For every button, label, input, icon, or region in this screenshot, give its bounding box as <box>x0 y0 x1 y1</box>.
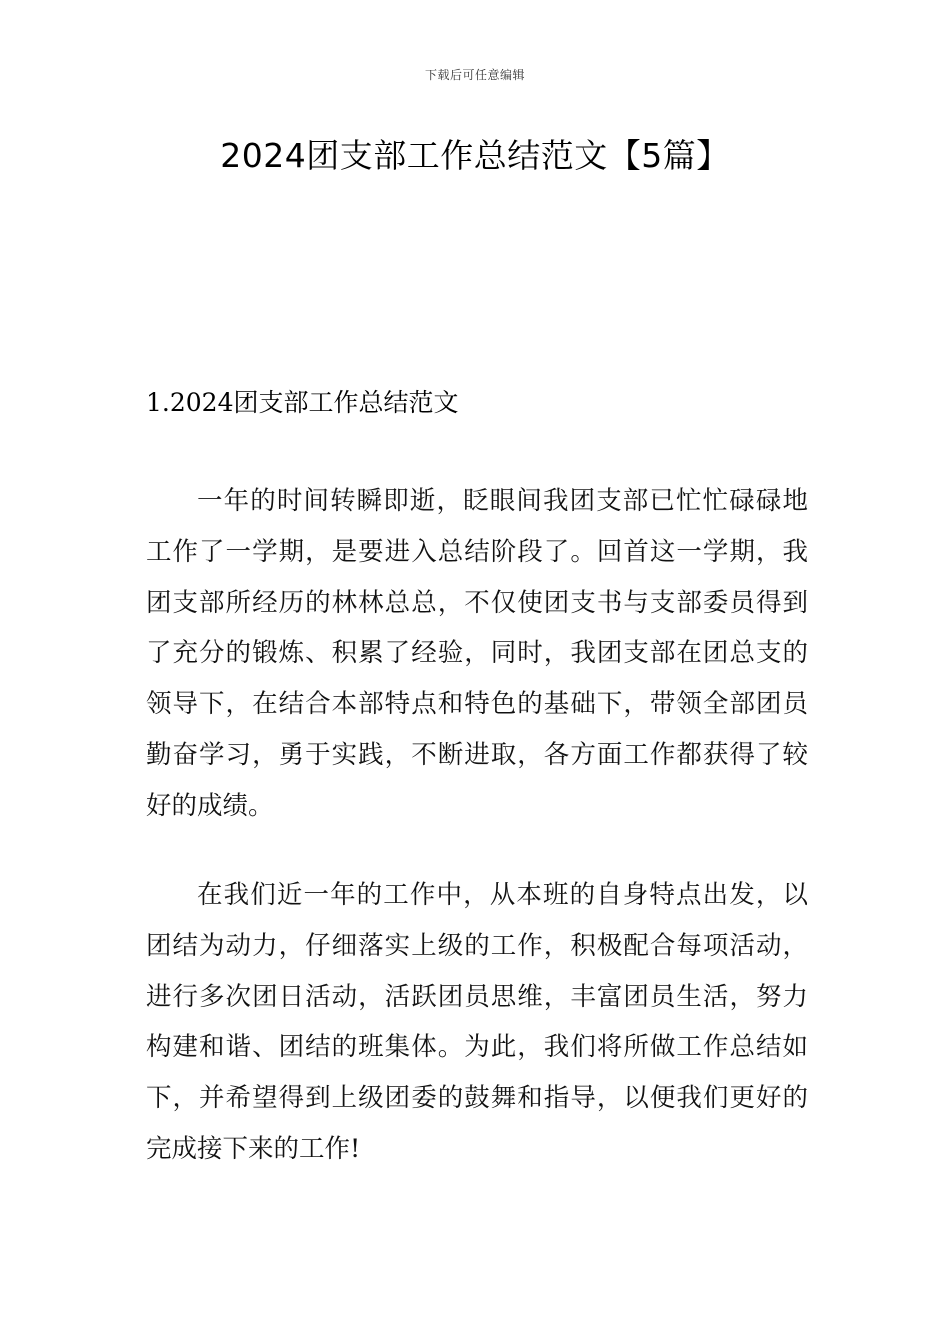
document-title: 2024团支部工作总结范文【5篇】 <box>220 136 730 175</box>
section-heading: 1.2024团支部工作总结范文 <box>146 388 459 417</box>
body-paragraph-2: 在我们近一年的工作中，从本班的自身特点出发，以团结为动力，仔细落实上级的工作，积极配合每项活动，进行多次团日活动，活跃团员思维，丰富团员生活，努力构建和谐、团结的班集体。为此，我们将所做工作总结如下，并希望得到上级团委的鼓舞和指导，以便我们更好的完成接下来的工作! <box>146 880 808 1164</box>
body-paragraph-1: 一年的时间转瞬即逝，眨眼间我团支部已忙忙碌碌地工作了一学期，是要进入总结阶段了。回首这一学期，我团支部所经历的林林总总，不仅使团支书与支部委员得到了充分的锻炼、积累了经验，同时，我团支部在团总支的领导下，在结合本部特点和特色的基础下，带领全部团员勤奋学习，勇于实践，不断进取，各方面工作都获得了较好的成绩。 <box>146 486 808 821</box>
header-note: 下载后可任意编辑 <box>424 68 525 82</box>
